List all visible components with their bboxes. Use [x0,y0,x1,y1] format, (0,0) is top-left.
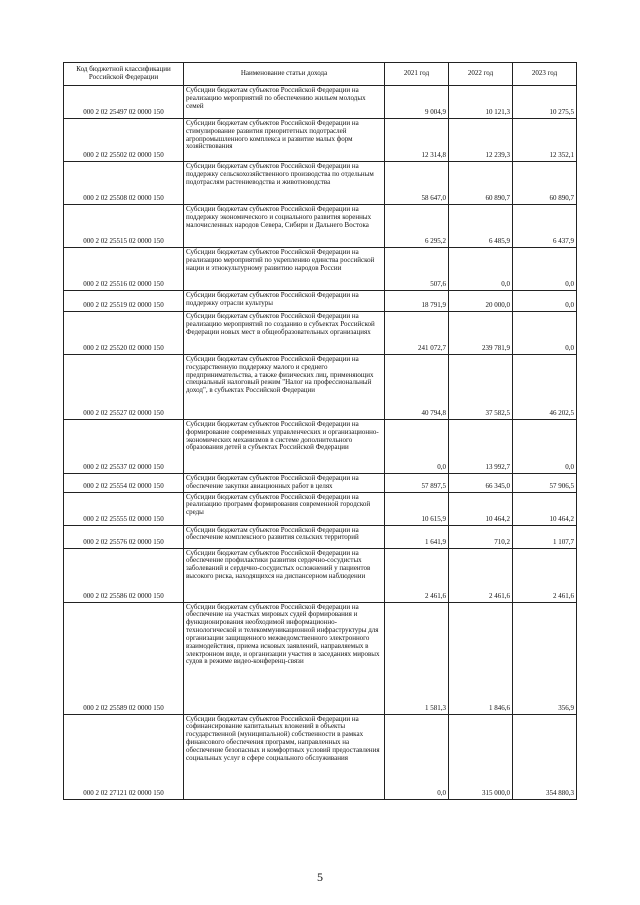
value-2023-cell: 354 880,3 [513,714,577,799]
value-2021-cell: 0,0 [385,420,449,474]
value-2021-cell: 0,0 [385,714,449,799]
value-2023-cell: 12 352,1 [513,119,577,162]
value-2021-cell: 2 461,6 [385,548,449,602]
income-name-cell: Субсидии бюджетам субъектов Российской Федерации на софинансирование капитальных вложений в объекты государственной (муниципальной) собственности в рамках финансового обеспечения программ, направленных на обеспечение безопасных и комфортных условий предоставления социальных услуг в сфере социального обслуживания [184,714,385,799]
budget-code-cell: 000 2 02 27121 02 0000 150 [64,714,184,799]
table-row [64,248,577,291]
budget-code-cell: 000 2 02 25527 02 0000 150 [64,355,184,420]
income-name-cell: Субсидии бюджетам субъектов Российской Федерации на обеспечение комплексного развития сельских территорий [184,525,385,548]
budget-code-cell: 000 2 02 25576 02 0000 150 [64,525,184,548]
budget-code-cell: 000 2 02 25520 02 0000 150 [64,312,184,355]
income-name-cell: Субсидии бюджетам субъектов Российской Федерации на обеспечение закупки авиационных работ в целях [184,474,385,493]
value-2023-cell: 57 906,5 [513,474,577,493]
income-name-cell: Субсидии бюджетам субъектов Российской Федерации на реализацию мероприятий по созданию в субъектах Российской Федерации новых мест в общеобразовательных организациях [184,312,385,355]
value-2023-cell: 1 107,7 [513,525,577,548]
income-name-cell: Субсидии бюджетам субъектов Российской Федерации на реализацию мероприятий по укреплению единства российской нации и этнокультурному развитию народов России [184,248,385,291]
table-body [64,86,577,800]
budget-code-cell: 000 2 02 25497 02 0000 150 [64,86,184,119]
value-2022-cell: 60 890,7 [449,162,513,205]
value-2023-cell: 60 890,7 [513,162,577,205]
value-2023-cell: 0,0 [513,312,577,355]
value-2022-cell: 0,0 [449,248,513,291]
value-2023-cell: 356,9 [513,602,577,714]
header-name: Наименование статьи дохода [184,63,385,86]
income-name-cell: Субсидии бюджетам субъектов Российской Федерации на реализацию программ формирования современной городской среды [184,492,385,525]
value-2021-cell: 1 641,9 [385,525,449,548]
income-name-cell: Субсидии бюджетам субъектов Российской Федерации на формирование современных управленческих и организационно-экономических механизмов в системе дополнительного образования детей в субъектах Российской Федерации [184,420,385,474]
table-row [64,525,577,548]
value-2023-cell: 10 464,2 [513,492,577,525]
value-2022-cell: 2 461,6 [449,548,513,602]
table-row [64,312,577,355]
budget-code-cell: 000 2 02 25586 02 0000 150 [64,548,184,602]
table-row [64,492,577,525]
value-2022-cell: 13 992,7 [449,420,513,474]
income-name-cell: Субсидии бюджетам субъектов Российской Федерации на обеспечение профилактики развития сердечно-сосудистых заболеваний и сердечно-сосудистых осложнений у пациентов высокого риска, находящихся на диспансерном наблюдении [184,548,385,602]
value-2021-cell: 10 615,9 [385,492,449,525]
value-2023-cell: 6 437,9 [513,205,577,248]
header-2021: 2021 год [385,63,449,86]
table-row [64,355,577,420]
income-name-cell: Субсидии бюджетам субъектов Российской Федерации на обеспечение на участках мировых судей формирования и функционирования необходимой информационно-технологической и телекоммуникационной инфраструктуры для организации защищенного межведомственного электронного взаимодействия, приема исковых заявлений, направляемых в электронном виде, и организации участия в заседаниях мировых судов в режиме видео-конференц-связи [184,602,385,714]
income-name-cell: Субсидии бюджетам субъектов Российской Федерации на стимулирование развития приоритетных подотраслей агропромышленного комплекса и развитие малых форм хозяйствования [184,119,385,162]
value-2023-cell: 10 275,5 [513,86,577,119]
value-2022-cell: 315 000,0 [449,714,513,799]
income-name-cell: Субсидии бюджетам субъектов Российской Федерации на поддержку экономического и социального развития коренных малочисленных народов Севера, Сибири и Дальнего Востока [184,205,385,248]
table-row [64,548,577,602]
table-row [64,205,577,248]
value-2022-cell: 20 000,0 [449,291,513,312]
header-code: Код бюджетной классификации Российской Федерации [64,63,184,86]
budget-code-cell: 000 2 02 25516 02 0000 150 [64,248,184,291]
budget-code-cell: 000 2 02 25519 02 0000 150 [64,291,184,312]
value-2022-cell: 10 121,3 [449,86,513,119]
value-2022-cell: 37 582,5 [449,355,513,420]
value-2021-cell: 18 791,9 [385,291,449,312]
header-2022: 2022 год [449,63,513,86]
income-name-cell: Субсидии бюджетам субъектов Российской Федерации на реализацию мероприятий по обеспечению жильем молодых семей [184,86,385,119]
value-2021-cell: 57 897,5 [385,474,449,493]
table-row [64,162,577,205]
income-name-cell: Субсидии бюджетам субъектов Российской Федерации на государственную поддержку малого и среднего предпринимательства, а также физических лиц, применяющих специальный налоговый режим "Налог на профессиональный доход", в субъектах Российской Федерации [184,355,385,420]
value-2021-cell: 40 794,8 [385,355,449,420]
income-table [63,62,577,800]
value-2022-cell: 239 781,9 [449,312,513,355]
value-2021-cell: 507,6 [385,248,449,291]
header-2023: 2023 год [513,63,577,86]
value-2021-cell: 1 581,3 [385,602,449,714]
table-row [64,602,577,714]
value-2021-cell: 6 295,2 [385,205,449,248]
budget-code-cell: 000 2 02 25515 02 0000 150 [64,205,184,248]
budget-code-cell: 000 2 02 25555 02 0000 150 [64,492,184,525]
value-2021-cell: 58 647,0 [385,162,449,205]
budget-code-cell: 000 2 02 25589 02 0000 150 [64,602,184,714]
value-2023-cell: 2 461,6 [513,548,577,602]
table-header-row [64,63,577,86]
budget-code-cell: 000 2 02 25502 02 0000 150 [64,119,184,162]
value-2023-cell: 0,0 [513,291,577,312]
table-row [64,86,577,119]
table-row [64,420,577,474]
value-2023-cell: 0,0 [513,420,577,474]
table-row [64,119,577,162]
page-number: 5 [317,870,323,884]
budget-code-cell: 000 2 02 25554 02 0000 150 [64,474,184,493]
table-row [64,474,577,493]
value-2021-cell: 241 072,7 [385,312,449,355]
value-2022-cell: 6 485,9 [449,205,513,248]
value-2022-cell: 12 239,3 [449,119,513,162]
value-2023-cell: 0,0 [513,248,577,291]
value-2021-cell: 9 004,9 [385,86,449,119]
table-row [64,714,577,799]
table-row [64,291,577,312]
income-name-cell: Субсидии бюджетам субъектов Российской Федерации на поддержку отрасли культуры [184,291,385,312]
value-2021-cell: 12 314,8 [385,119,449,162]
budget-code-cell: 000 2 02 25537 02 0000 150 [64,420,184,474]
income-name-cell: Субсидии бюджетам субъектов Российской Федерации на поддержку сельскохозяйственного производства по отдельным подотраслям растениеводства и животноводства [184,162,385,205]
value-2022-cell: 710,2 [449,525,513,548]
value-2023-cell: 46 202,5 [513,355,577,420]
value-2022-cell: 66 345,0 [449,474,513,493]
value-2022-cell: 10 464,2 [449,492,513,525]
budget-code-cell: 000 2 02 25508 02 0000 150 [64,162,184,205]
value-2022-cell: 1 846,6 [449,602,513,714]
